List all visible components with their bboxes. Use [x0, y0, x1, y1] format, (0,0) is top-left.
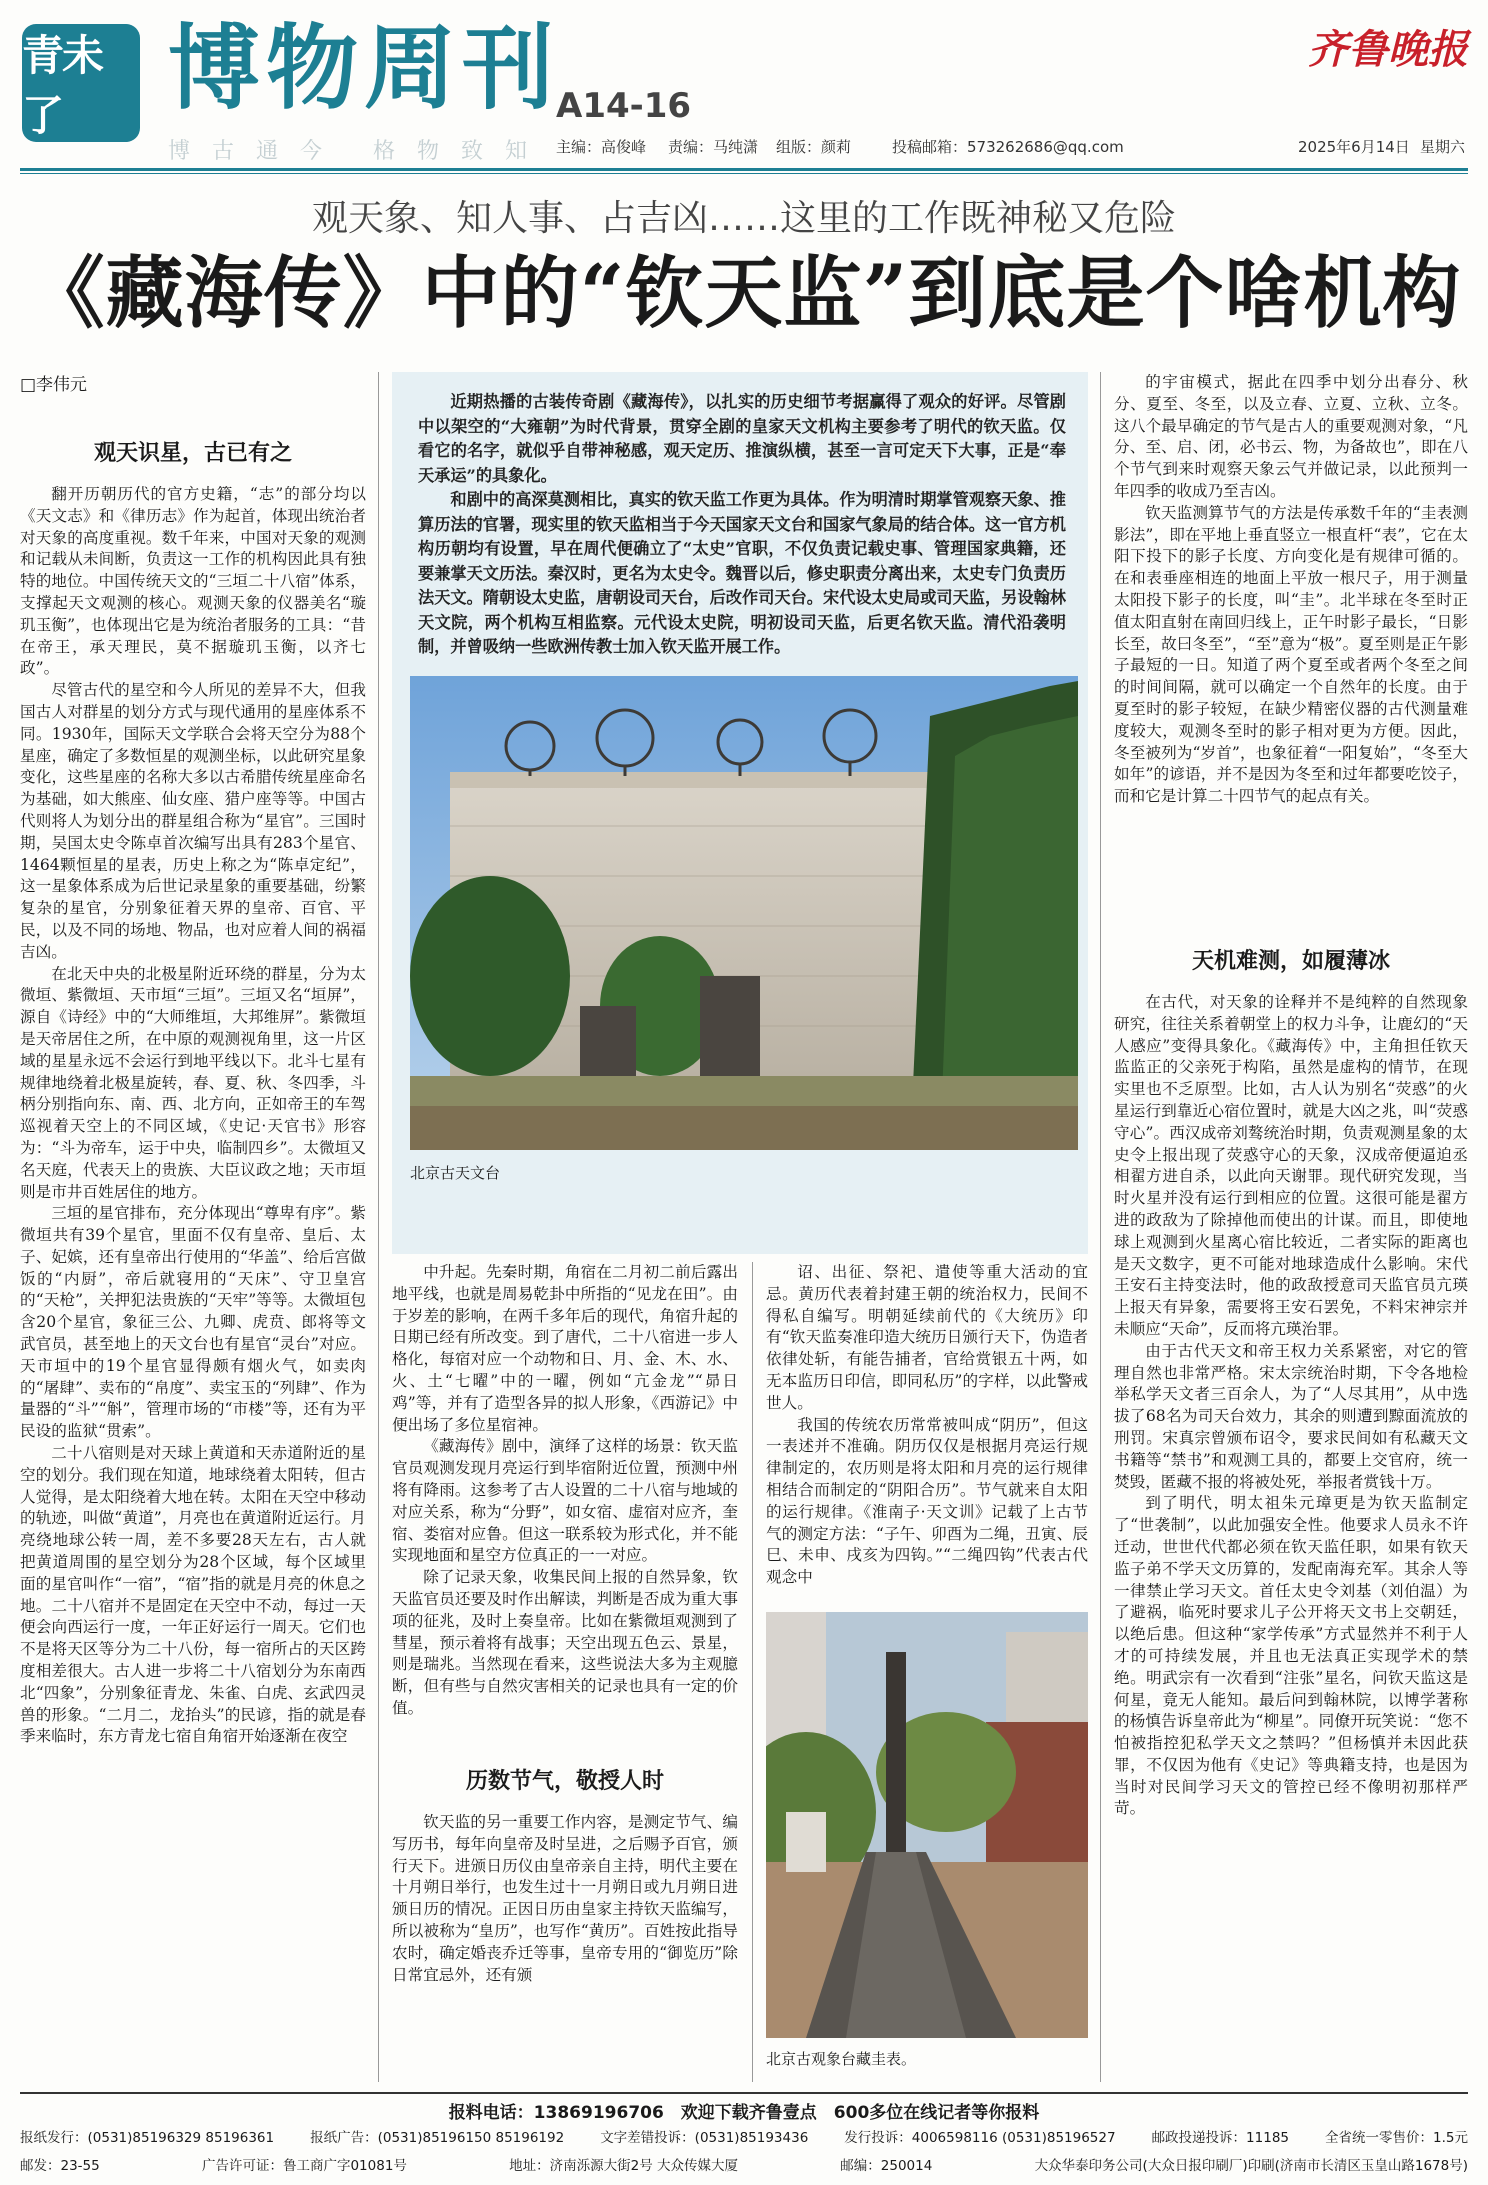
footer-item: 发行投诉：4006598116 (0531)85196527 — [844, 2130, 1116, 2146]
footer-item: 邮政投递投诉：11185 — [1151, 2130, 1290, 2146]
footer-item: 邮发：23-55 — [20, 2158, 100, 2174]
footer-item: 广告许可证：鲁工商广字01081号 — [201, 2158, 407, 2174]
paragraph: 由于古代天文和帝王权力关系紧密，对它的管理自然也非常严格。宋太宗统治时期，下令各地检举私学天文者三百余人，为了“人尽其用”，从中选拔了68名为司天台效力，其余的则遭到黥面流放的刑罚。宋真宗曾颁布诏令，要求民间如有私藏天文书籍等“禁书”和观测工具的，都要上交官府，统一焚毁，匿藏不报的将被处死，举报者赏钱十万。 — [1114, 1341, 1468, 1491]
photo-caption: 北京古天文台 — [410, 1164, 501, 1182]
editor: 主编：高俊峰 — [556, 138, 647, 156]
paragraph: 钦天监测算节气的方法是传承数千年的“圭表测影法”，即在平地上垂直竖立一根直杆“表”，它在太阳下投下的影子长度、方向变化是有规律可循的。在和表垂座相连的地面上平放一根尺子，用于测量太阳投下影子的长度，叫“圭”。北半球在冬至时正值太阳直射在南回归线上，正午时影子最长，“日影长至，故曰冬至”，“至”意为“极”。夏至则是正午影子最短的一日。知道了两个夏至或者两个冬至之间的时间间隔，就可以确定一个自然年的长度。由于夏至时的影子较短，在缺少精密仪器的古代测量难度较大，观测冬至时的影子相对更为方便。因此，冬至被列为“岁首”，也象征着“一阳复始”，“冬至大如年”的谚语，并不是因为冬至和过年都要吃饺子，而和它是计算二十四节气的起点有关。 — [1114, 503, 1468, 806]
masthead-rule — [20, 168, 1468, 171]
paragraph: 三垣的星官排布，充分体现出“尊卑有序”。紫微垣共有39个星官，里面不仅有皇帝、皇后、太子、妃嫔，还有皇帝出行使用的“华盖”、给后宫做饭的“内厨”，帝后就寝用的“天床”、守卫皇宫的“天枪”，关押犯法贵族的“天牢”等等。太微垣包含20个星官，象征三公、九卿、虎贲、郎将等文武官员，甚至地上的天文台也有星官“灵台”对应。天市垣中的19个星官显得颇有烟火气，如卖肉的“屠肆”、卖布的“帛度”、卖宝玉的“列肆”、作为量器的“斗”“斛”，管理市场的“市楼”等，还有为平民设的监狱“贯索”。 — [20, 1204, 366, 1441]
news-hotline: 报料电话：13869196706 欢迎下载齐鲁壹点 600多位在线记者等你报料 — [448, 2103, 1040, 2123]
observatory-photo — [410, 676, 1078, 1150]
lede-paragraph: 和剧中的高深莫测相比，真实的钦天监工作更为具体。作为明清时期掌管观察天象、推算历法的官署，现实里的钦天监相当于今天国家天文台和国家气象局的结合体。这一官方机构历朝均有设置，早在周代便确立了“太史”官职，不仅负责记载史事、管理国家典籍，还要兼掌天文历法。秦汉时，更名为太史令。魏晋以后，修史职责分离出来，太史专门负责历法天文。隋朝设太史监，唐朝设司天台，后改作司天台。宋代设太史局或司天监，另设翰林天文院，两个机构互相监察。元代设太史院，明初设司天监，后更名钦天监。清代沿袭明制，并曾吸纳一些欧洲传教士加入钦天监开展工作。 — [418, 490, 1066, 656]
paragraph: 在北天中央的北极星附近环绕的群星，分为太微垣、紫微垣、天市垣“三垣”。三垣又名“垣屏”，源自《诗经》中的“大师维垣，大邦维屏”。紫微垣是天帝居住之所，在中原的观测视角里，这一片区域的星星永远不会运行到地平线以下。北斗七星有规律地绕着北极星旋转，春、夏、秋、冬四季，斗柄分别指向东、南、西、北方向，正如帝王的车驾巡视着天空上的不同区域，《史记·天官书》形容为：“斗为帝车，运于中央，临制四乡”。太微垣又名天庭，代表天上的贵族、大臣议政之地；天市垣则是市井百姓居住的地方。 — [20, 964, 366, 1201]
author-byline: □李伟元 — [20, 375, 88, 395]
column-logo: 青未了 — [22, 24, 140, 142]
supplement-title: 博物周刊 — [168, 15, 561, 122]
section-heading-1: 观天识星，古已有之 — [93, 440, 292, 466]
column-divider — [378, 372, 379, 2082]
paragraph: 的宇宙模式，据此在四季中划分出春分、秋分、夏至、冬至，以及立春、立夏、立秋、立冬。这八个最早确定的节气是古人的重要观测对象，“凡分、至、启、闭，必书云、物，为备故也”，即在八个节气到来时观察天象云气并做记录，以此预判一年四季的收成乃至吉凶。 — [1114, 373, 1468, 500]
masthead-rule-thin — [20, 173, 1468, 174]
paragraph: 二十八宿则是对天球上黄道和天赤道附近的星空的划分。我们现在知道，地球绕着太阳转，但古人觉得，是太阳绕着大地在转。太阳在天空中移动的轨迹，叫做“黄道”，月亮也在黄道附近运行。月亮绕地球公转一周，差不多要28天左右，古人就把黄道周围的星空划分为28个区域，每个区域里面的星官叫作“一宿”，“宿”指的就是月亮的休息之地。二十八宿并不是固定在天空中不动，每过一天便会向西运行一度，一年正好运行一周天。它们也不是将天区等分为二十八份，每一宿所占的天区跨度相差很大。古人进一步将二十八宿划分为东南西北“四象”，分别象征青龙、朱雀、白虎、玄武四灵兽的形象。“二月二，龙抬头”的民谚，指的就是春季来临时，东方青龙七宿自角宿开始逐渐在夜空 — [20, 1444, 366, 1746]
column-divider — [752, 1262, 753, 2082]
layout-editor: 组版：颜莉 — [776, 138, 852, 156]
section-heading-2: 历数节气，敬授人时 — [465, 1768, 664, 1794]
paragraph: 尽管古代的星空和今人所见的差异不大，但我国古人对群星的划分方式与现代通用的星座体系不同。1930年，国际天文学联合会将天空分为88个星座，确定了多数恒星的观测坐标，以此研究星象变化，这些星座的名称大多以古希腊传统星座命名为基础，如大熊座、仙女座、猎户座等等。中国古代则将人为划分出的群星组合称为“星官”。三国时期，吴国太史令陈卓首次编写出具有283个星官、1464颗恒星的星表，历史上称之为“陈卓定纪”，这一星象体系成为后世记录星象的重要基础，纷繁复杂的星官，分别象征着天界的皇帝、百官、平民，以及不同的场地、物品，也对应着人间的祸福吉凶。 — [20, 681, 366, 961]
column-3 — [766, 1262, 1088, 1602]
paragraph: 钦天监的另一重要工作内容，是测定节气、编写历书，每年向皇帝及时呈进，之后赐予百官，颁行天下。进颁日历仪由皇帝亲自主持，明代主要在十月朔日举行，也发生过十一月朔日或九月朔日进颁日历的情况。正因日历由皇家主持钦天监编写，所以被称为“皇历”，也写作“黄历”。百姓按此指导农时，确定婚丧乔迁等事，皇帝专用的“御览历”除日常宜忌外，还有颁 — [392, 1813, 738, 1984]
copy-editor: 责编：马纯潇 — [668, 138, 759, 156]
paragraph: 《藏海传》剧中，演绎了这样的场景：钦天监官员观测发现月亮运行到毕宿附近位置，预测中州将有降雨。这参考了古人设置的二十八宿与地域的对应关系，称为“分野”，如女宿、虚宿对应齐，奎宿、娄宿对应鲁。但这一联系较为形式化，并不能实现地面和星空方位真正的一一对应。 — [392, 1437, 738, 1565]
photo-caption: 北京古观象台藏圭表。 — [766, 2050, 917, 2068]
paragraph: 我国的传统农历常常被叫成“阴历”，但这一表述并不准确。阴历仅仅是根据月亮运行规律制定的，农历则是将太阳和月亮的运行规律相结合而制定的“阴阳合历”。节气就来自太阳的运行规律。《淮南子·天文训》记载了上古节气的测定方法：“子午、卯酉为二绳，丑寅、辰巳、未申、戌亥为四钩。”“二绳四钩”代表古代观念中 — [766, 1415, 1088, 1587]
footer-imprint — [20, 2154, 1468, 2174]
footer-item: 地址：济南泺源大街2号 大众传媒大厦 — [509, 2158, 739, 2174]
column-2b — [392, 1812, 738, 2048]
footer-item: 邮编：250014 — [840, 2158, 933, 2174]
footer-item: 文字差错投诉：(0531)85193436 — [600, 2130, 809, 2146]
submission-email: 投稿邮箱：573262686@qq.com — [892, 138, 1124, 156]
paragraph: 在古代，对天象的诠释并不是纯粹的自然现象研究，往往关系着朝堂上的权力斗争，让鹿幻的“天人感应”变得具象化。《藏海传》中，主角担任钦天监监正的父亲死于构陷，虽然是虚构的情节，在现实里也不乏原型。比如，古人认为别名“荧惑”的火星运行到靠近心宿位置时，就是大凶之兆，叫“荧惑守心”。西汉成帝刘骜统治时期，负责观测星象的太史令上报出现了荧惑守心的天象，汉成帝便逼迫丞相翟方进自杀，以此向天谢罪。现代研究发现，当时火星并没有运行到相应的位置。这很可能是翟方进的政敌为了除掉他而使出的计谋。而且，即使地球上观测到火星离心宿比较近，二者实际的距离也是天文数字，更不可能对地球造成什么影响。宋代王安石主持变法时，他的政敌授意司天监官员亢瑛上报天有异象，需要将王安石罢免，不料宋神宗并未顺应“天命”，反而将亢瑛治罪。 — [1114, 993, 1468, 1338]
lede-paragraph: 近期热播的古装传奇剧《藏海传》，以扎实的历史细节考据赢得了观众的好评。尽管剧中以架空的“大雍朝”为时代背景，贯穿全剧的皇家天文机构主要参考了明代的钦天监。仅看它的名字，就似乎自带神秘感，观天定历、推演纵横，甚至一言可定天下大事，正是“奉天承运”的具象化。 — [418, 392, 1066, 485]
issue-date: 2025年6月14日 — [1298, 138, 1410, 156]
paragraph: 到了明代，明太祖朱元璋更是为钦天监制定了“世袭制”，以此加强安全性。他要求人员永不许迁动，世世代代都必须在钦天监任职，如果有钦天监子弟不学天文历算的，发配南海充军。其余人等一律禁止学习天文。首任太史令刘基（刘伯温）为了避祸，临死时要求儿子公开将天文书上交朝廷，以绝后患。但这种“家学传承”方式显然并不利于人才的可持续发展，并且也无法真正实现学术的禁绝。明武宗有一次看到“注张”星名，问钦天监这是何星，竟无人能知。最后问到翰林院，以博学著称的杨慎告诉皇帝此为“柳星”。同僚开玩笑说：“您不怕被指控犯私学天文之禁吗？”但杨慎并未因此获罪，不仅因为他有《史记》等典籍支持，也是因为当时对民间学习天文的管控已经不像明初那样严苛。 — [1114, 1494, 1468, 1818]
footer-contacts — [20, 2126, 1468, 2146]
footer-item: 报纸发行：(0531)85196329 85196361 — [20, 2130, 275, 2146]
column-1 — [20, 484, 366, 2046]
column-4 — [1114, 372, 1468, 930]
footer-item: 报纸广告：(0531)85196150 85196192 — [310, 2130, 565, 2146]
article-subtitle: 观天象、知人事、占吉凶……这里的工作既神秘又危险 — [311, 198, 1176, 239]
page-number: A14-16 — [556, 86, 692, 126]
article-title: 《藏海传》中的“钦天监”到底是个啥机构 — [26, 248, 1462, 339]
paragraph: 中升起。先秦时期，角宿在二月初二前后露出地平线，也就是周易乾卦中所指的“见龙在田”。由于岁差的影响，在两千多年后的现代，角宿升起的日期已经有所改变。到了唐代，二十八宿进一步人格化，每宿对应一个动物和日、月、金、木、水、火、土“七曜”中的一曜，例如“亢金龙”“昴日鸡”等，并有了造型各异的拟人形象，《西游记》中便出场了多位星宿神。 — [392, 1263, 738, 1434]
footer-rule — [20, 2092, 1468, 2094]
weekday: 星期六 — [1420, 138, 1466, 156]
gnomon-photo — [766, 1612, 1088, 2038]
column-4b — [1114, 992, 1468, 2082]
section-heading-3: 天机难测，如履薄冰 — [1191, 948, 1390, 974]
newspaper-logo: 齐鲁晚报 — [1308, 26, 1468, 73]
column-2a — [392, 1262, 738, 1752]
paragraph: 除了记录天象，收集民间上报的自然异象，钦天监官员还要及时作出解读，判断是否成为重大事项的征兆，及时上奏皇帝。比如在紫微垣观测到了彗星，预示着将有战事；天空出现五色云、景星，则是瑞兆。当然现在看来，这些说法大多为主观臆断，但有些与自然灾害相关的记录也具有一定的价值。 — [392, 1568, 738, 1717]
paragraph: 翻开历朝历代的官方史籍，“志”的部分均以《天文志》和《律历志》作为起首，体现出统治者对天象的高度重视。数千年来，中国对天象的观测和记载从未间断，负责这一工作的机构因此具有独特的地位。中国传统天文的“三垣二十八宿”体系，支撑起天文观测的核心。观测天象的仪器美名“璇玑玉衡”，也体现出它是为统治者服务的工具：“昔在帝王，承天理民，莫不据璇玑玉衡，以齐七政”。 — [20, 485, 366, 678]
footer-item: 大众华泰印务公司(大众日报印刷厂)印刷(济南市长清区玉皇山路1678号) — [1034, 2158, 1468, 2174]
footer-item: 全省统一零售价：1.5元 — [1325, 2130, 1468, 2146]
column-divider — [1100, 372, 1101, 2082]
paragraph: 诏、出征、祭祀、遣使等重大活动的宜忌。黄历代表着封建王朝的统治权力，民间不得私自编写。明朝延续前代的《大统历》印有“钦天监奏准印造大统历日颁行天下，伪造者依律处斩，有能告捕者，官给赏银五十两，如无本监历日印信，即同私历”的字样，以此警戒世人。 — [766, 1263, 1088, 1412]
motto: 博古通今 格物致知 — [168, 139, 549, 164]
